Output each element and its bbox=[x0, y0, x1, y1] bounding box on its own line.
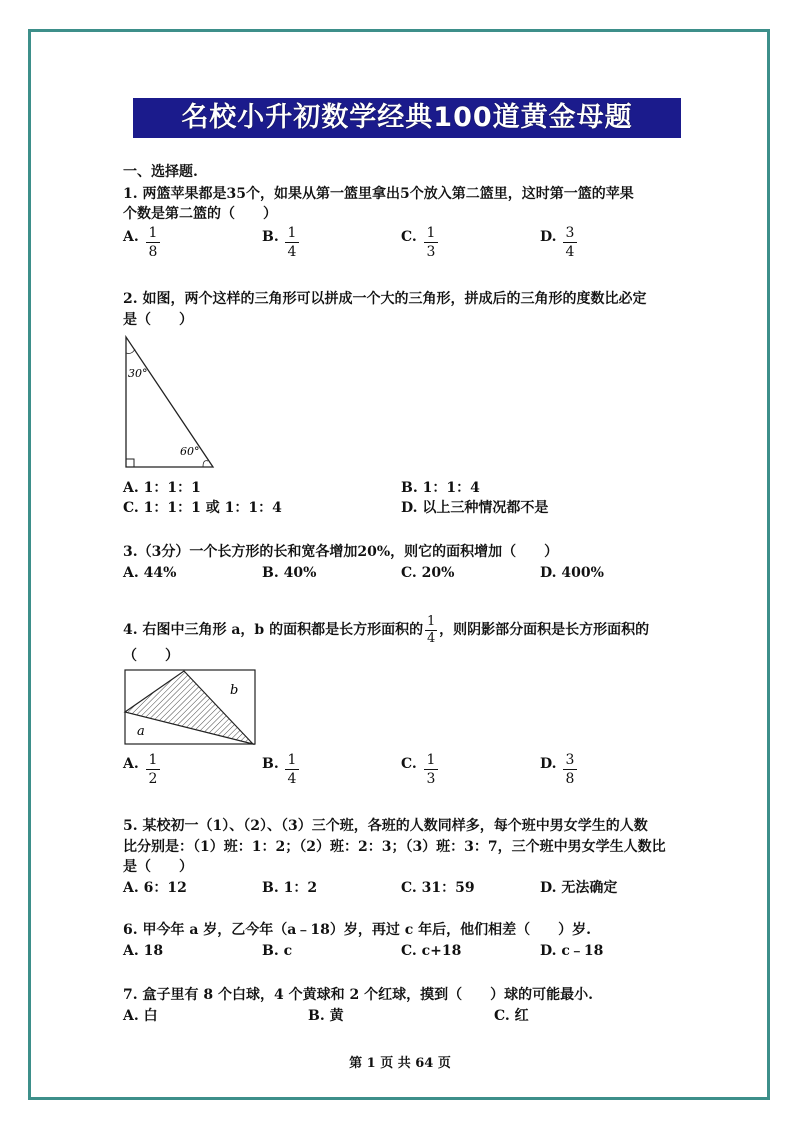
q7-option-b: B. 黄 bbox=[308, 1008, 344, 1024]
q1-line2: 个数是第二篮的（ ） bbox=[123, 206, 277, 222]
q4-option-b-fraction: 1 4 bbox=[285, 752, 299, 787]
triangle-a-label: a bbox=[137, 724, 145, 739]
q4-line1-pre: 4. 右图中三角形 a，b 的面积都是长方形面积的 bbox=[123, 622, 424, 638]
q2-option-a: A. 1：1：1 bbox=[123, 480, 201, 496]
q1-option-c-fraction: 1 3 bbox=[424, 225, 438, 260]
q4-option-c-fraction: 1 3 bbox=[424, 752, 438, 787]
q1-option-b-fraction: 1 4 bbox=[285, 225, 299, 260]
q5-option-a: A. 6：12 bbox=[123, 880, 187, 896]
q3-option-d: D. 400% bbox=[540, 565, 604, 581]
q4-line1 bbox=[123, 613, 649, 647]
q1-option-d-label: D. bbox=[540, 229, 557, 245]
q5-option-c: C. 31：59 bbox=[401, 880, 475, 896]
q6-line1: 6. 甲今年 a 岁，乙今年（a﹣18）岁，再过 c 年后，他们相差（ ）岁. bbox=[123, 922, 592, 938]
page-footer: 第 1 页 共 64 页 bbox=[349, 1056, 451, 1071]
q5-line2: 比分别是：（1）班：1：2；（2）班：2：3；（3）班：3：7，三个班中男女学生人数比 bbox=[123, 839, 666, 855]
triangle-b-label: b bbox=[230, 683, 239, 698]
q4-option-a-fraction: 1 2 bbox=[146, 752, 160, 787]
q4-option-a-label: A. bbox=[123, 756, 139, 772]
q5-option-d: D. 无法确定 bbox=[540, 880, 618, 896]
q2-line2: 是（ ） bbox=[123, 312, 193, 328]
q3-option-b: B. 40% bbox=[262, 565, 317, 581]
angle-60-label: 60° bbox=[180, 445, 200, 458]
q2-line1: 2. 如图，两个这样的三角形可以拼成一个大的三角形，拼成后的三角形的度数比必定 bbox=[123, 291, 647, 307]
q3-option-a: A. 44% bbox=[123, 565, 177, 581]
q6-option-d: D. c﹣18 bbox=[540, 943, 604, 959]
q1-line1: 1. 两篮苹果都是35个，如果从第一篮里拿出5个放入第二篮里，这时第一篮的苹果 bbox=[123, 186, 634, 202]
right-triangle-figure bbox=[118, 333, 218, 473]
q4-inline-fraction: $\frac{1}{4}$ bbox=[426, 613, 436, 646]
q6-option-a: A. 18 bbox=[123, 943, 164, 959]
q4-option-d-fraction: 3 8 bbox=[563, 752, 577, 787]
q5-line1: 5. 某校初一（1）、（2）、（3）三个班，各班的人数同样多，每个班中男女学生的人数 bbox=[123, 818, 648, 834]
page-title: 名校小升初数学经典100道黄金母题 bbox=[133, 98, 681, 138]
q6-option-b: B. c bbox=[262, 943, 293, 959]
q4-option-b-label: B. bbox=[262, 756, 279, 772]
q4-option-d-label: D. bbox=[540, 756, 557, 772]
rectangle-shaded-triangle-figure bbox=[122, 667, 258, 747]
q4-line1-post: ，则阴影部分面积是长方形面积的 bbox=[439, 622, 650, 638]
q6-option-c: C. c+18 bbox=[401, 943, 462, 959]
q5-option-b: B. 1：2 bbox=[262, 880, 318, 896]
angle-30-label: 30° bbox=[128, 367, 148, 380]
q1-option-a-label: A. bbox=[123, 229, 139, 245]
q2-option-b: B. 1：1：4 bbox=[401, 480, 480, 496]
q3-line1: 3.（3分）一个长方形的长和宽各增加20%，则它的面积增加（ ） bbox=[123, 544, 559, 560]
q7-option-c: C. 红 bbox=[494, 1008, 529, 1024]
q1-option-a-fraction: 1 8 bbox=[146, 225, 160, 260]
q1-option-d-fraction: 3 4 bbox=[563, 225, 577, 260]
q2-option-d: D. 以上三种情况都不是 bbox=[401, 500, 549, 516]
q7-line1: 7. 盒子里有 8 个白球，4 个黄球和 2 个红球，摸到（ ）球的可能最小. bbox=[123, 987, 593, 1003]
q1-option-b-label: B. bbox=[262, 229, 279, 245]
q2-option-c: C. 1：1：1 或 1：1：4 bbox=[123, 500, 282, 516]
q3-option-c: C. 20% bbox=[401, 565, 455, 581]
section-heading: 一、选择题. bbox=[123, 164, 198, 180]
q7-option-a: A. 白 bbox=[123, 1008, 158, 1024]
q4-option-c-label: C. bbox=[401, 756, 417, 772]
q5-line3: 是（ ） bbox=[123, 859, 193, 875]
q4-line2: （ ） bbox=[123, 648, 179, 664]
q1-option-c-label: C. bbox=[401, 229, 417, 245]
